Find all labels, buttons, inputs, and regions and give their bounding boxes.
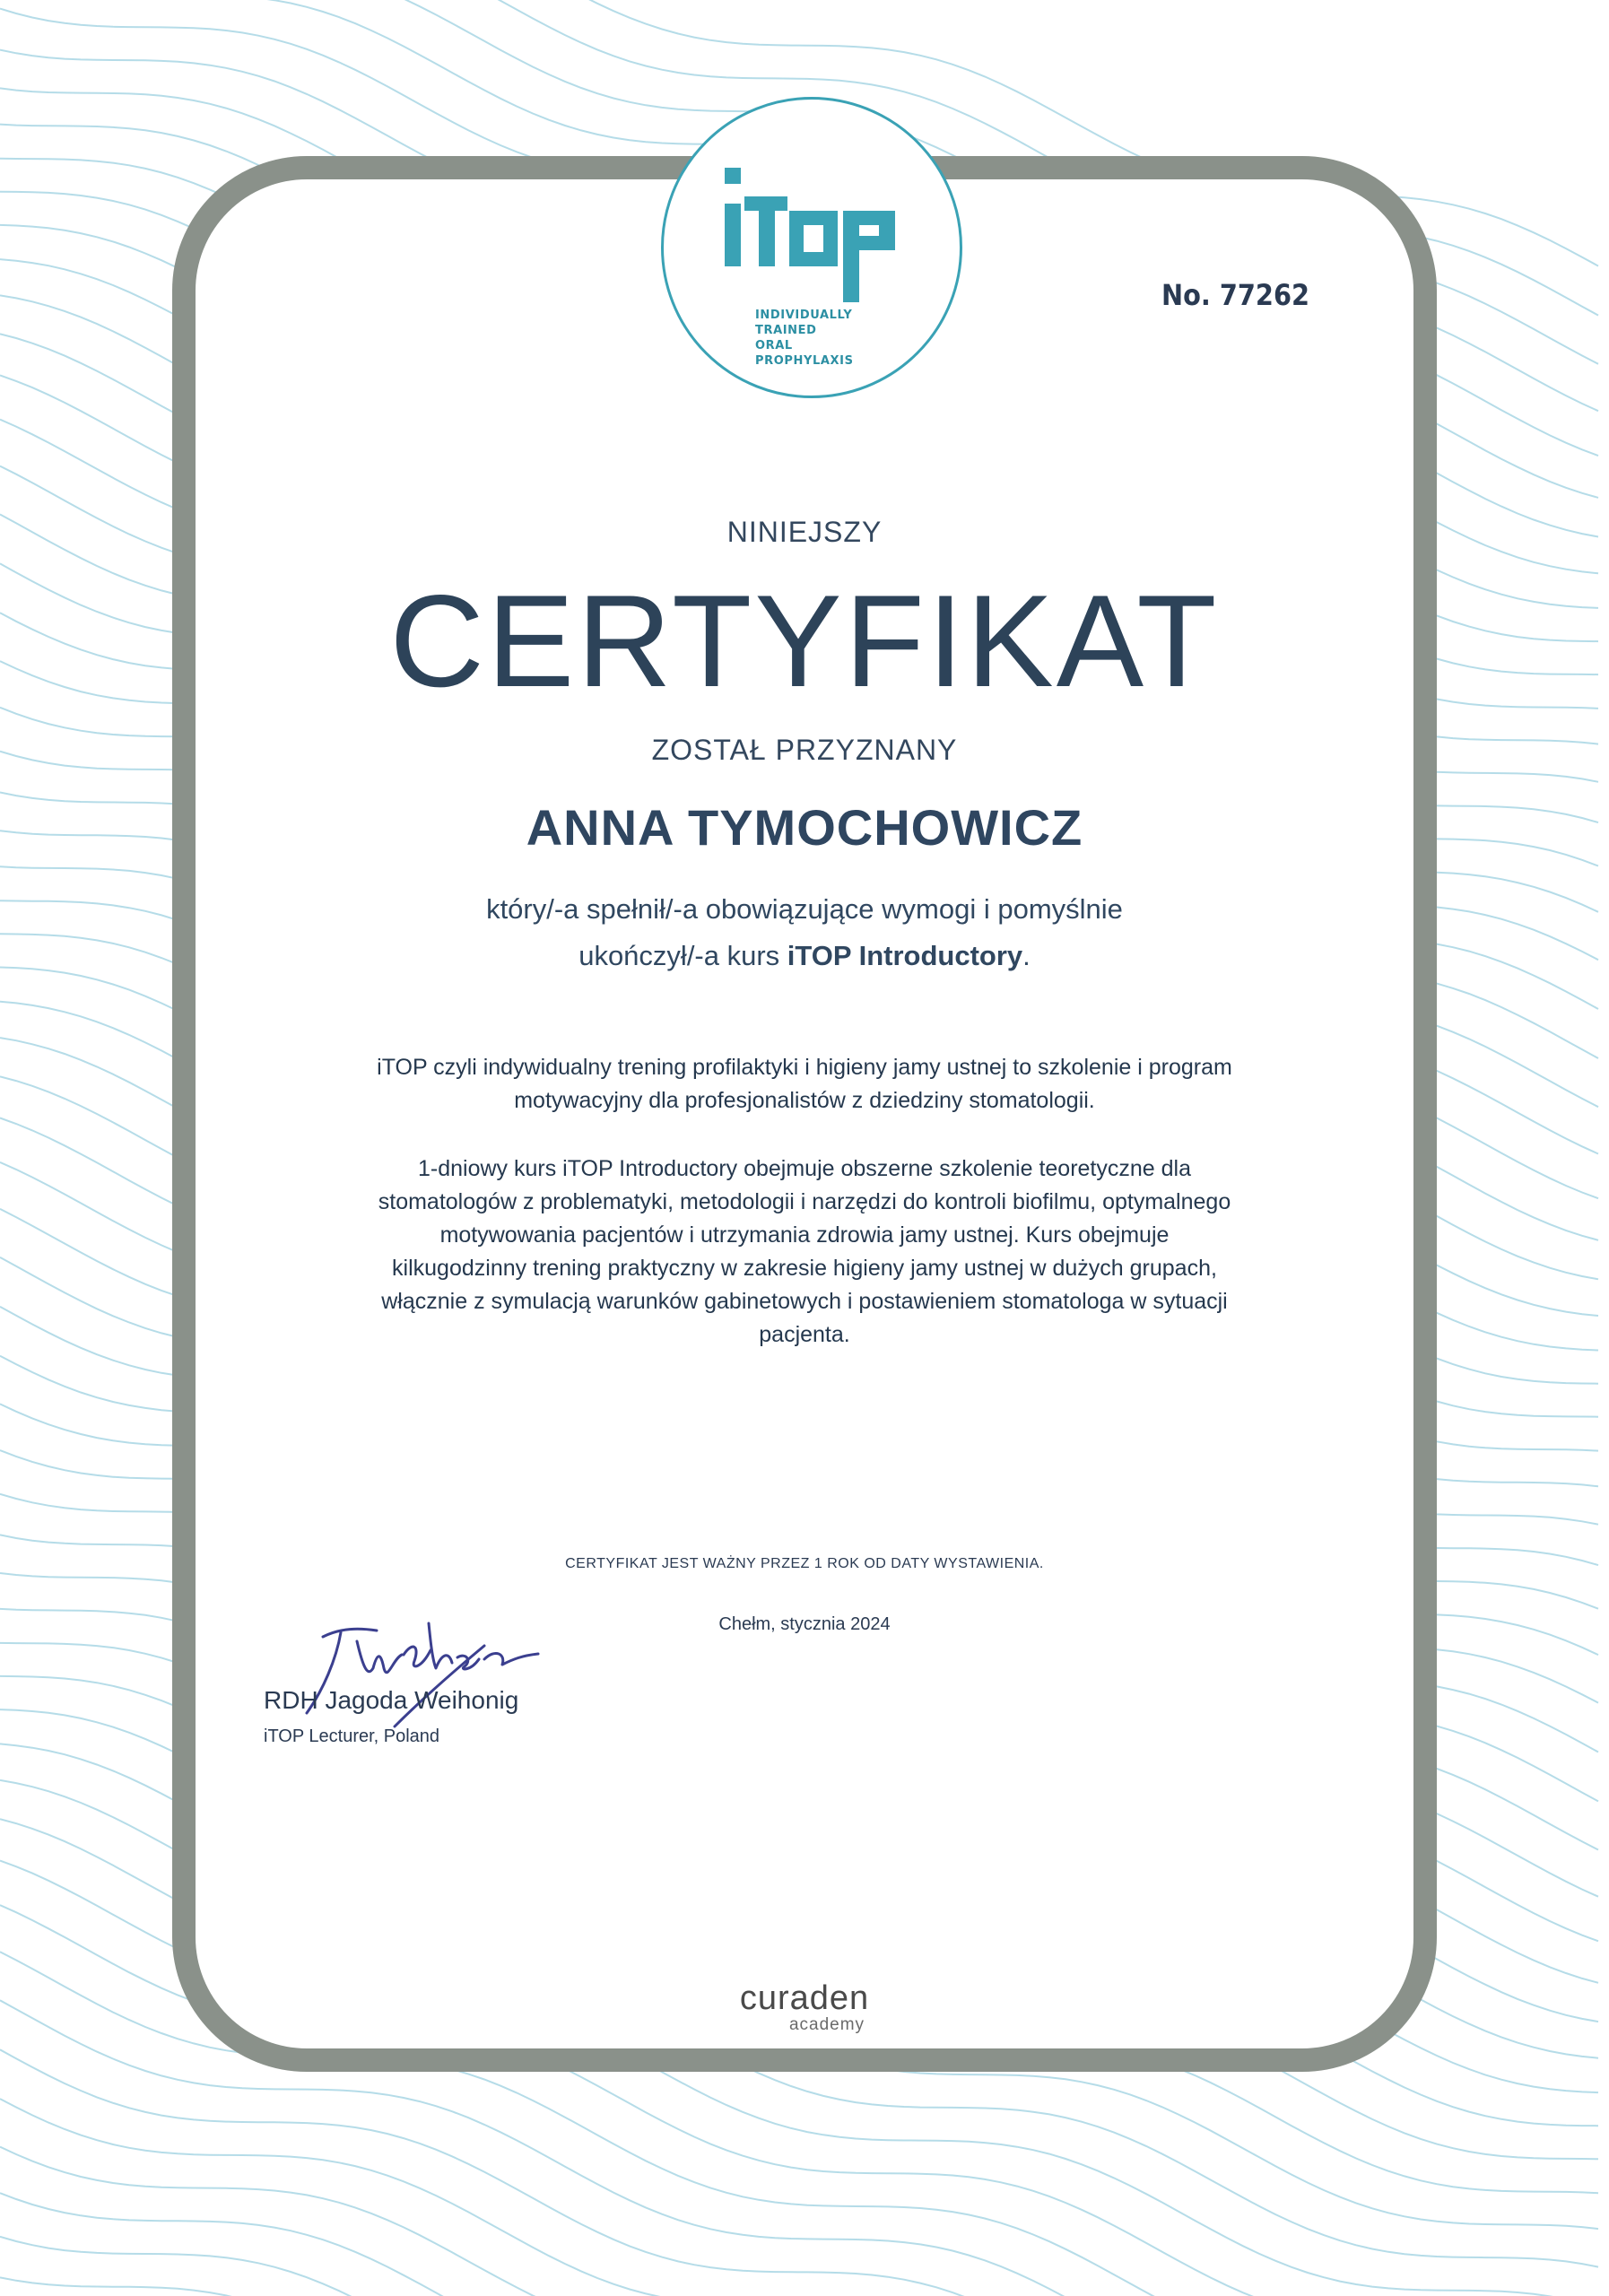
tagline-line: ORAL: [755, 339, 793, 352]
certificate-title: CERTYFIKAT: [389, 568, 1220, 714]
handwritten-signature: [287, 1605, 574, 1740]
completion-line-1: który/-a spełnił/-a obowiązujące wymogi i pomyślnie: [486, 893, 1123, 925]
signer-role: iTOP Lecturer, Poland: [264, 1726, 440, 1746]
preface-text: NINIEJSZY: [726, 516, 883, 548]
signer-name: RDH Jagoda Weihonig: [264, 1686, 519, 1714]
awarded-text: ZOSTAŁ PRZYZNANY: [651, 734, 958, 766]
validity-note: CERTYFIKAT JEST WAŻNY PRZEZ 1 ROK OD DATY WYSTAWIENIA.: [565, 1556, 1044, 1571]
brand-sub: academy: [788, 2015, 865, 2034]
description-paragraph-1: iTOP czyli indywidualny trening profilaktyki i higieny jamy ustnej to szkolenie i program motywacyjny dla profesjonalistów z dziedziny stomatologii.: [377, 1055, 1232, 1113]
tagline-line: PROPHYLAXIS: [755, 354, 854, 368]
completion-suffix: .: [1022, 940, 1031, 971]
completion-statement: [323, 886, 1286, 979]
completion-line-2: [323, 933, 1286, 979]
description-paragraph-2: 1-dniowy kurs iTOP Introductory obejmuje obszerne szkolenie teoretyczne dla stomatologów z problematyki, metodologii i narzędzi do kontroli biofilmu, optymalnego motywowania pacjentów i utrzymania zdrowia jamy ustnej. Kurs obejmuje kilkugodzinny trening praktyczny w zakresie higieny jamy ustnej w dużych grupach, włącznie z symulacją warunków gabinetowych i postawieniem stomatologa w sytuacji pacjenta.: [378, 1156, 1231, 1347]
tagline-line: TRAINED: [755, 324, 817, 337]
recipient-name: ANNA TYMOCHOWICZ: [526, 799, 1083, 856]
certificate-number: No. 77262: [1161, 278, 1309, 312]
place-date: Chełm, stycznia 2024: [718, 1614, 891, 1634]
completion-prefix: ukończył/-a kurs: [578, 940, 787, 971]
brand-main: curaden: [739, 1979, 870, 2017]
course-name: iTOP Introductory: [787, 940, 1023, 971]
curaden-academy-logo: [715, 1980, 894, 2034]
tagline-line: INDIVIDUALLY: [755, 309, 853, 322]
